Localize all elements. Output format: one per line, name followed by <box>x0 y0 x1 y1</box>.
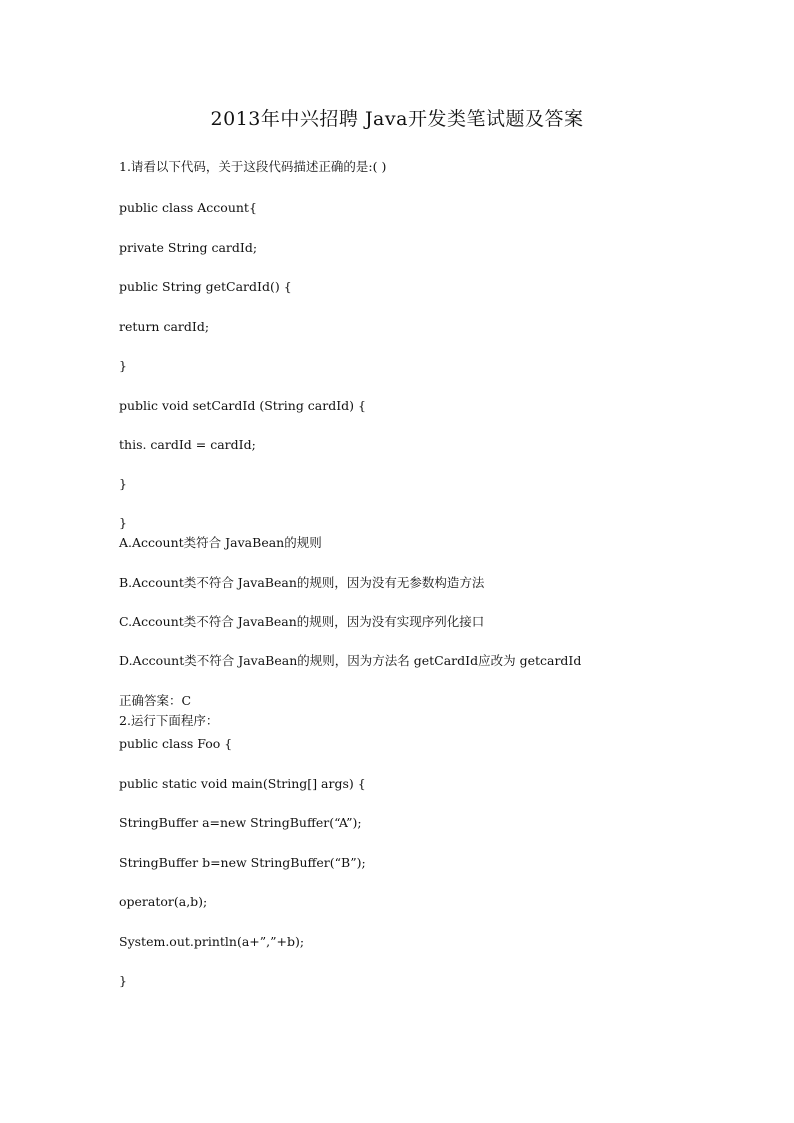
code-line: public static void main(String[] args) { <box>119 776 366 791</box>
option-b: B.Account类不符合 JavaBean的规则，因为没有无参数构造方法 <box>119 575 485 590</box>
correct-answer: 正确答案：C <box>119 693 192 708</box>
code-line: StringBuffer b=new StringBuffer(“B”); <box>119 855 366 870</box>
option-a: A.Account类符合 JavaBean的规则 <box>119 535 322 550</box>
code-line: operator(a,b); <box>119 894 208 909</box>
code-line: System.out.println(a+”,”+b); <box>119 934 305 949</box>
option-d: D.Account类不符合 JavaBean的规则，因为方法名 getCardId应改为 getcardId <box>119 653 582 668</box>
code-line: private String cardId; <box>119 240 258 255</box>
code-line: return cardId; <box>119 319 210 334</box>
code-line: public void setCardId (String cardId) { <box>119 398 366 413</box>
question-2-prompt: 2.运行下面程序： <box>119 713 219 728</box>
code-line: } <box>119 515 127 530</box>
code-line: } <box>119 476 127 491</box>
document-title: 2013年中兴招聘 Java开发类笔试题及答案 <box>210 108 584 130</box>
code-line: } <box>119 358 127 373</box>
code-line: } <box>119 973 127 988</box>
code-line: public String getCardId() { <box>119 279 292 294</box>
question-1-prompt: 1.请看以下代码，关于这段代码描述正确的是:( ) <box>119 159 387 174</box>
code-line: StringBuffer a=new StringBuffer(“A”); <box>119 815 362 830</box>
code-line: this. cardId = cardId; <box>119 437 256 452</box>
code-line: public class Account{ <box>119 200 257 215</box>
option-c: C.Account类不符合 JavaBean的规则，因为没有实现序列化接口 <box>119 614 485 629</box>
code-line: public class Foo { <box>119 736 233 751</box>
